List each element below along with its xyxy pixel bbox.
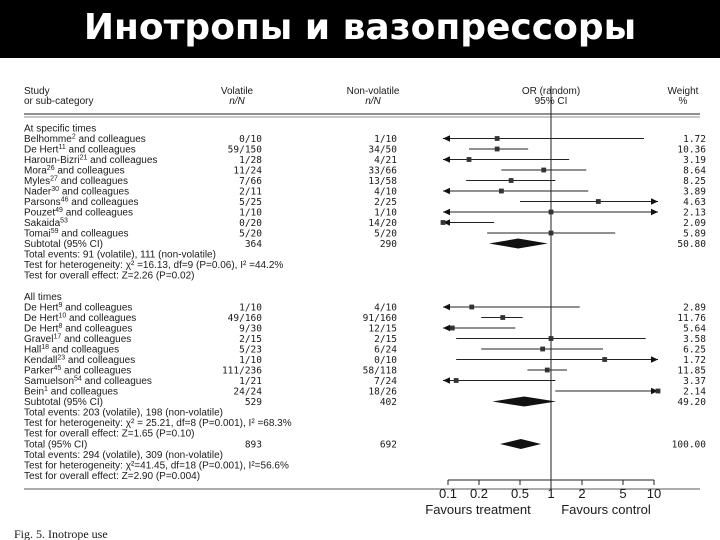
- study-name: Pouzet$^{49}$ and colleagues: [24, 207, 133, 219]
- study-name: Haroun-Bizri$^{21}$ and colleagues: [24, 154, 158, 166]
- weight-value: 1.72: [683, 355, 706, 366]
- or-point: [467, 157, 472, 162]
- or-point: [596, 199, 601, 204]
- subgroup-stat: Test for heterogeneity: χ² =16.13, df=9 (P=0.06), I² =44.2%: [24, 260, 284, 271]
- study-name: Bein$^1$ and colleagues: [24, 386, 118, 398]
- nonvolatile-value: 4/10: [374, 186, 397, 198]
- nonvolatile-value: 5/20: [374, 228, 397, 240]
- weight-value: 3.89: [683, 186, 706, 198]
- volatile-value: 0/20: [239, 218, 262, 229]
- ci-arrow-left: [443, 377, 450, 383]
- ci-arrow-left: [443, 135, 450, 141]
- study-name: Gravel$^{17}$ and colleagues: [24, 333, 132, 345]
- weight-value: 2.89: [683, 302, 706, 314]
- weight-value: 2.14: [683, 386, 706, 398]
- or-point: [495, 136, 500, 141]
- header-ci: 95% CI: [534, 96, 568, 107]
- weight-value: 8.64: [683, 165, 706, 177]
- ci-arrow-right: [651, 198, 658, 204]
- subgroup-stat: Test for overall effect: Z=2.26 (P=0.02): [24, 270, 195, 282]
- total-stat: Total events: 294 (volatile), 309 (non-volatile): [24, 450, 223, 461]
- weight-value: 3.58: [683, 334, 706, 345]
- total-stat: Test for heterogeneity: χ²=41.45, df=18 (P=0.001), I²=56.6%: [24, 460, 289, 472]
- or-point: [656, 389, 661, 394]
- nonvolatile-value: 7/24: [374, 376, 397, 387]
- study-name: Myles$^{27}$ and colleagues: [24, 175, 128, 187]
- ci-arrow-left: [443, 325, 450, 331]
- header-nonvolatile-nn: n/N: [365, 96, 381, 107]
- weight-value: 5.89: [683, 228, 706, 240]
- study-name: Parker$^{45}$ and colleagues: [24, 365, 132, 377]
- study-name: Hall$^{18}$ and colleagues: [24, 344, 120, 356]
- nonvolatile-value: 58/118: [362, 365, 397, 377]
- volatile-value: 49/160: [227, 313, 262, 324]
- header-study: Study: [24, 86, 50, 97]
- nonvolatile-value: 1/10: [374, 134, 397, 145]
- volatile-value: 7/66: [239, 176, 262, 187]
- subtotal-label: Subtotal (95% CI): [24, 397, 103, 408]
- nonvolatile-value: 12/15: [368, 323, 397, 335]
- or-point: [541, 168, 546, 173]
- total-diamond: [500, 439, 541, 449]
- ci-arrow-left: [443, 304, 450, 310]
- study-name: Nader$^{30}$ and colleagues: [24, 186, 130, 198]
- volatile-value: 24/24: [233, 386, 262, 398]
- column-headers: [24, 86, 699, 107]
- tick-label: 2: [578, 486, 586, 501]
- weight-value: 6.25: [683, 344, 706, 356]
- group-label: All times: [24, 292, 62, 303]
- header-or: OR (random): [521, 86, 581, 97]
- header-nonvolatile: Non-volatile: [346, 86, 400, 97]
- volatile-value: 9/30: [239, 323, 262, 335]
- or-point: [500, 315, 505, 320]
- volatile-value: 1/10: [239, 207, 262, 219]
- subgroup-stat: Total events: 91 (volatile), 111 (non-volatile): [24, 249, 216, 261]
- subtotal-weight: 50.80: [677, 239, 706, 250]
- subtotal-label: Subtotal (95% CI): [24, 239, 103, 250]
- ci-arrow-left: [443, 188, 450, 194]
- subgroup-stat: Total events: 203 (volatile), 198 (non-volatile): [24, 407, 223, 419]
- volatile-value: 1/21: [239, 376, 262, 387]
- nonvolatile-value: 1/10: [374, 207, 397, 219]
- or-point: [545, 368, 550, 373]
- or-point: [450, 326, 455, 331]
- or-point: [549, 231, 554, 236]
- slide-title: Инотропы и вазопрессоры: [83, 7, 637, 48]
- study-name: De Hert$^{10}$ and colleagues: [24, 312, 137, 324]
- study-rows: [24, 124, 706, 483]
- volatile-value: 111/236: [221, 365, 262, 377]
- study-name: De Hert$^8$ and colleagues: [24, 323, 133, 335]
- weight-value: 8.25: [683, 176, 706, 187]
- nonvolatile-value: 0/10: [374, 355, 397, 366]
- total-stat: Test for overall effect: Z=2.90 (P=0.004): [24, 471, 201, 482]
- subgroup-stat: Test for heterogeneity: χ² = 25.21, df=8 (P=0.001), I² =68.3%: [24, 418, 292, 429]
- header-volatile: Volatile: [220, 86, 254, 97]
- subtotal-nonvolatile: 402: [379, 397, 397, 408]
- header-subcategory: or sub-category: [24, 96, 94, 107]
- or-point: [509, 178, 514, 183]
- tick-label: 0.1: [438, 486, 458, 501]
- study-name: Parsons$^{46}$ and colleagues: [24, 196, 139, 208]
- volatile-value: 1/10: [239, 355, 262, 366]
- volatile-value: 2/15: [239, 334, 262, 345]
- subtotal-nonvolatile: 290: [379, 239, 397, 250]
- study-name: Samuelson$^{54}$ and colleagues: [24, 375, 152, 387]
- volatile-value: 11/24: [233, 165, 262, 177]
- tick-label: 0.2: [469, 486, 489, 501]
- volatile-value: 0/10: [239, 134, 262, 145]
- tick-label: 1: [547, 486, 555, 501]
- total-label: Total (95% CI): [24, 439, 88, 451]
- study-name: Sakaida$^{53}$: [24, 217, 68, 229]
- subtotal-volatile: 529: [244, 397, 262, 408]
- weight-value: 11.76: [677, 313, 706, 324]
- tick-label: 10: [646, 486, 662, 501]
- or-point: [499, 189, 504, 194]
- nonvolatile-value: 4/21: [374, 155, 397, 166]
- or-point: [549, 210, 554, 215]
- or-point: [540, 347, 545, 352]
- ci-arrow-right: [651, 209, 658, 215]
- or-point: [549, 336, 554, 341]
- or-point: [469, 305, 474, 310]
- nonvolatile-value: 18/26: [368, 386, 397, 398]
- nonvolatile-value: 91/160: [362, 313, 397, 324]
- nonvolatile-value: 2/25: [374, 197, 397, 208]
- weight-value: 3.37: [683, 376, 706, 387]
- nonvolatile-value: 6/24: [374, 344, 397, 356]
- weight-value: 2.09: [683, 218, 706, 229]
- weight-value: 2.13: [683, 207, 706, 219]
- volatile-value: 5/25: [239, 197, 262, 208]
- or-point: [454, 378, 459, 383]
- nonvolatile-value: 4/10: [374, 302, 397, 314]
- tick-label: 5: [619, 486, 627, 501]
- weight-value: 3.19: [683, 155, 706, 166]
- nonvolatile-value: 13/58: [368, 176, 397, 187]
- or-point: [441, 220, 446, 225]
- ci-arrow-left: [443, 156, 450, 162]
- subgroup-stat: Test for overall effect: Z=1.65 (P=0.10): [24, 428, 195, 440]
- volatile-value: 5/23: [239, 344, 262, 356]
- study-name: De Hert$^{11}$ and colleagues: [24, 144, 136, 156]
- subtotal-volatile: 364: [244, 239, 262, 250]
- volatile-value: 1/10: [239, 302, 262, 314]
- weight-value: 4.63: [683, 197, 706, 208]
- nonvolatile-value: 14/20: [368, 218, 397, 229]
- study-name: Tomai$^{59}$ and colleagues: [24, 228, 129, 240]
- tick-label: 0.5: [510, 486, 530, 501]
- weight-value: 10.36: [677, 144, 706, 156]
- or-point: [602, 357, 607, 362]
- study-name: De Hert$^9$ and colleagues: [24, 302, 133, 314]
- total-volatile: 893: [244, 439, 262, 451]
- total-nonvolatile: 692: [379, 439, 397, 451]
- group-label: At specific times: [24, 123, 97, 135]
- header-weight: Weight: [667, 86, 699, 97]
- subtotal-diamond: [492, 397, 556, 407]
- forest-plot: [0, 58, 720, 540]
- nonvolatile-value: 34/50: [368, 144, 397, 156]
- study-name: Mora$^{26}$ and colleagues: [24, 165, 125, 177]
- slide-title-bar: [0, 0, 720, 58]
- header-weight-unit: %: [678, 96, 688, 107]
- weight-value: 5.64: [683, 323, 706, 335]
- study-name: Belhomme$^2$ and colleagues: [24, 133, 146, 145]
- study-name: Kendall$^{23}$ and colleagues: [24, 354, 136, 366]
- favours-right-label: Favours control: [561, 502, 651, 517]
- nonvolatile-value: 33/66: [368, 165, 397, 177]
- or-point: [495, 147, 500, 152]
- favours-left-label: Favours treatment: [425, 502, 531, 517]
- volatile-value: 5/20: [239, 228, 262, 240]
- volatile-value: 1/28: [239, 155, 262, 166]
- total-weight: 100.00: [671, 439, 706, 451]
- figure-caption: Fig. 5. Inotrope use: [14, 527, 108, 540]
- x-axis: [425, 480, 661, 517]
- subtotal-diamond: [489, 239, 548, 249]
- header-volatile-nn: n/N: [229, 96, 245, 107]
- ci-arrow-right: [651, 356, 658, 362]
- weight-value: 1.72: [683, 134, 706, 145]
- nonvolatile-value: 2/15: [374, 334, 397, 345]
- volatile-value: 2/11: [239, 186, 262, 198]
- volatile-value: 59/150: [227, 144, 262, 156]
- ci-arrow-left: [443, 209, 450, 215]
- subtotal-weight: 49.20: [677, 397, 706, 408]
- weight-value: 11.85: [677, 365, 706, 377]
